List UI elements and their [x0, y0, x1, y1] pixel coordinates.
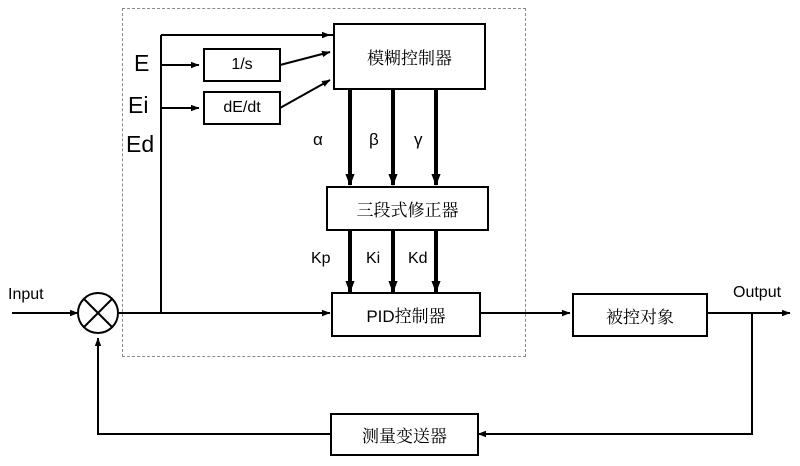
label-signal-ei: Ei [128, 92, 149, 118]
block-measuring-transmitter-label: 测量变送器 [362, 427, 447, 446]
block-measuring-transmitter[interactable] [330, 413, 479, 456]
block-fuzzy-controller-label: 模糊控制器 [367, 49, 452, 68]
label-signal-kp: Kp [311, 250, 331, 267]
label-signal-ki: Ki [366, 250, 381, 267]
label-signal-alpha: α [313, 130, 323, 149]
label-input: Input [8, 286, 44, 303]
label-signal-gamma: γ [414, 130, 423, 149]
block-three-stage-corrector[interactable] [326, 186, 489, 231]
label-signal-e: E [134, 50, 150, 76]
block-three-stage-corrector-label: 三段式修正器 [356, 201, 459, 220]
block-pid-controller[interactable] [331, 292, 481, 337]
block-pid-controller-label: PID控制器 [366, 307, 446, 326]
block-controlled-plant[interactable] [572, 293, 708, 337]
block-fuzzy-controller[interactable] [333, 23, 486, 90]
block-integrator-label: 1/s [231, 56, 253, 73]
block-integrator[interactable] [203, 48, 281, 82]
label-signal-kd: Kd [408, 250, 428, 267]
label-output: Output [733, 284, 782, 301]
label-signal-beta: β [369, 130, 379, 149]
block-controlled-plant-label: 被控对象 [606, 307, 674, 327]
block-differentiator-label: dE/dt [223, 99, 261, 116]
summing-junction-graphic [78, 293, 118, 333]
label-signal-ed: Ed [126, 131, 155, 157]
block-differentiator[interactable] [203, 91, 281, 125]
